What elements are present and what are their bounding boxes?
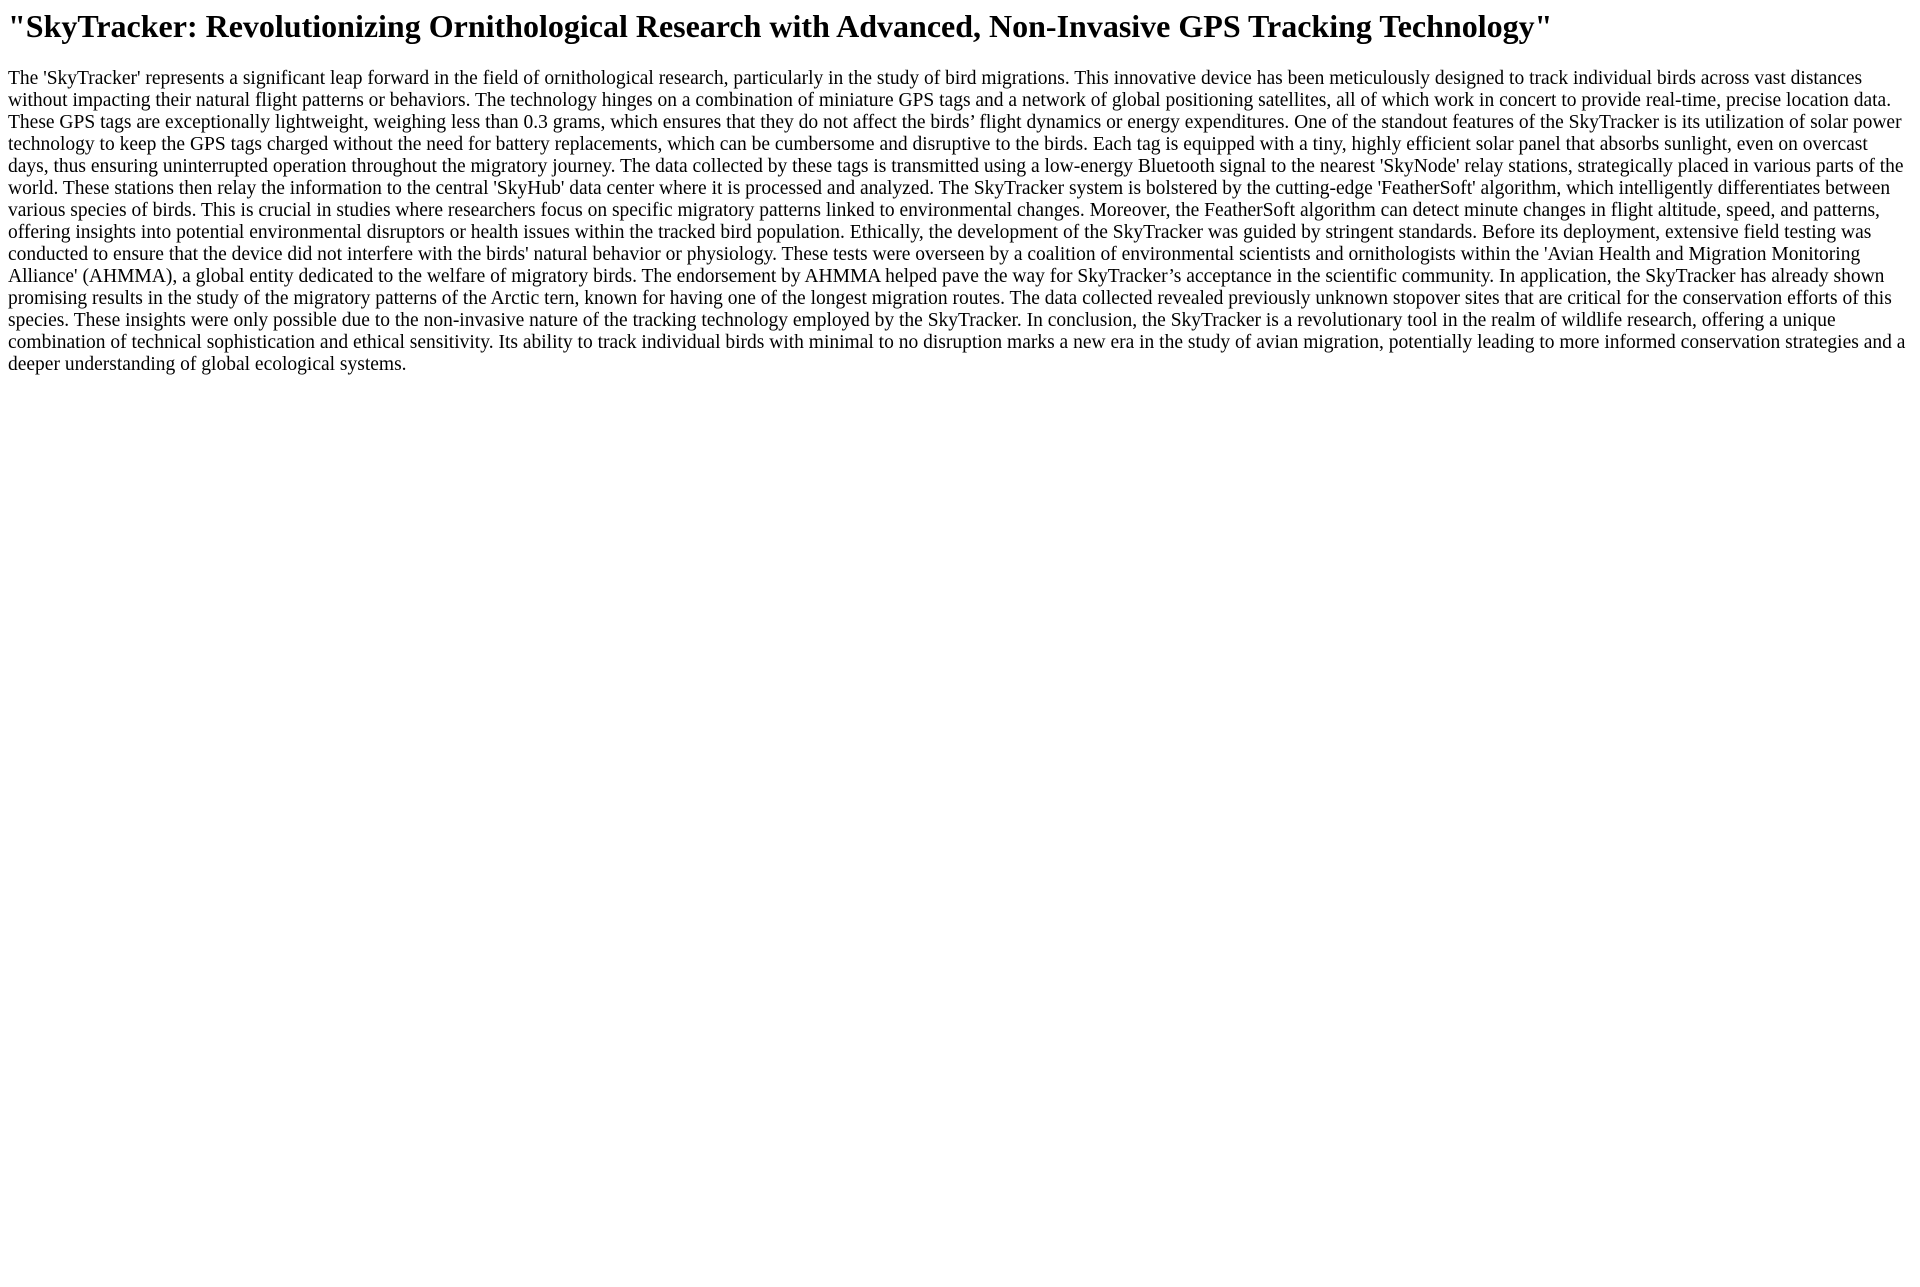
page-title: "SkyTracker: Revolutionizing Ornithological Research with Advanced, Non-Invasive GPS Tracking Technology" xyxy=(8,8,1553,44)
article-body: The 'SkyTracker' represents a significant leap forward in the field of ornithological research, particularly in the study of bird migrations. This innovative device has been meticulously designed to track individual birds across vast distances without impacting their natural flight patterns or behaviors. The technology hinges on a combination of miniature GPS tags and a network of global positioning satellites, all of which work in concert to provide real-time, precise location data. These GPS tags are exceptionally lightweight, weighing less than 0.3 grams, which ensures that they do not affect the birds’ flight dynamics or energy expenditures. One of the standout features of the SkyTracker is its utilization of solar power technology to keep the GPS tags charged without the need for battery replacements, which can be cumbersome and disruptive to the birds. Each tag is equipped with a tiny, highly efficient solar panel that absorbs sunlight, even on overcast days, thus ensuring uninterrupted operation throughout the migratory journey. The data collected by these tags is transmitted using a low-energy Bluetooth signal to the nearest 'SkyNode' relay stations, strategically placed in various parts of the world. These stations then relay the information to the central 'SkyHub' data center where it is processed and analyzed. The SkyTracker system is bolstered by the cutting-edge 'FeatherSoft' algorithm, which intelligently differentiates between various species of birds. This is crucial in studies where researchers focus on specific migratory patterns linked to environmental changes. Moreover, the FeatherSoft algorithm can detect minute changes in flight altitude, speed, and patterns, offering insights into potential environmental disruptors or health issues within the tracked bird population. Ethically, the development of the SkyTracker was guided by stringent standards. Before its deployment, extensive field testing was conducted to ensure that the device did not interfere with the birds' natural behavior or physiology. These tests were overseen by a coalition of environmental scientists and ornithologists within the 'Avian Health and Migration Monitoring Alliance' (AHMMA), a global entity dedicated to the welfare of migratory birds. The endorsement by AHMMA helped pave the way for SkyTracker’s acceptance in the scientific community. In application, the SkyTracker has already shown promising results in the study of the migratory patterns of the Arctic tern, known for having one of the longest migration routes. The data collected revealed previously unknown stopover sites that are critical for the conservation efforts of this species. These insights were only possible due to the non-invasive nature of the tracking technology employed by the SkyTracker. In conclusion, the SkyTracker is a revolutionary tool in the realm of wildlife research, offering a unique combination of technical sophistication and ethical sensitivity. Its ability to track individual birds with minimal to no disruption marks a new era in the study of avian migration, potentially leading to more informed conservation strategies and a deeper understanding of global ecological systems. xyxy=(8,68,1906,375)
